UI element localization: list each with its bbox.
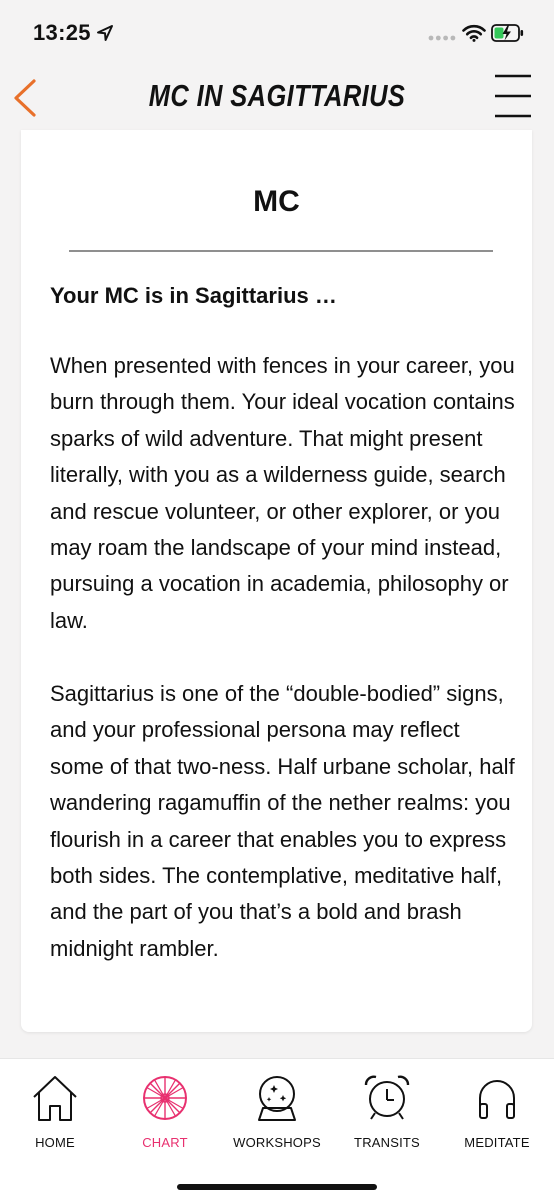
content-card <box>21 130 532 1032</box>
alarm-clock-icon <box>362 1073 412 1123</box>
headphones-icon <box>472 1073 522 1123</box>
tab-home[interactable] <box>5 1073 105 1163</box>
tab-chart-label: CHART <box>142 1135 188 1150</box>
tab-transits-label: TRANSITS <box>354 1135 420 1150</box>
status-time: 13:25 <box>33 20 91 45</box>
divider <box>69 250 493 252</box>
tab-transits[interactable] <box>337 1073 437 1163</box>
status-bar <box>0 0 554 62</box>
chevron-left-icon[interactable] <box>10 78 40 118</box>
tab-home-label: HOME <box>35 1135 75 1150</box>
wifi-icon <box>462 24 486 42</box>
tab-workshops[interactable] <box>227 1073 327 1163</box>
hamburger-menu-icon[interactable] <box>494 72 532 120</box>
page-title: MC IN SAGITTARIUS <box>148 78 406 113</box>
paragraph-2: Sagittarius is one of the “double-bodied” signs, and your professional persona may reflect some of that two-ness. Half urbane scholar, half wandering ragamuffin of the nether realms: you flourish in a career that enables you to express both sides. The contemplative, meditative half, and the part of you that’s a bold and brash midnight rambler. <box>50 681 515 961</box>
home-indicator[interactable] <box>177 1184 377 1190</box>
chart-wheel-icon <box>140 1073 190 1123</box>
crystal-ball-icon <box>252 1073 302 1123</box>
house-icon <box>30 1073 80 1123</box>
tab-bar <box>0 1058 554 1200</box>
card-heading: MC <box>253 185 300 218</box>
tab-meditate[interactable] <box>447 1073 547 1163</box>
tab-meditate-label: MEDITATE <box>464 1135 530 1150</box>
nav-header <box>0 62 554 130</box>
location-arrow-icon <box>96 24 114 42</box>
intro-text: Your MC is in Sagittarius … <box>50 283 337 308</box>
tab-workshops-label: WORKSHOPS <box>233 1135 321 1150</box>
cellular-signal-icon <box>428 34 456 42</box>
paragraph-1: When presented with fences in your career, you burn through them. Your ideal vocation contains sparks of wild adventure. That might present literally, with you as a wilderness guide, search and rescue volunteer, or other explorer, or you may roam the landscape of your mind instead, pursuing a vocation in academia, philosophy or law. <box>50 353 515 633</box>
battery-charging-icon <box>491 22 525 44</box>
tab-chart[interactable] <box>115 1073 215 1163</box>
